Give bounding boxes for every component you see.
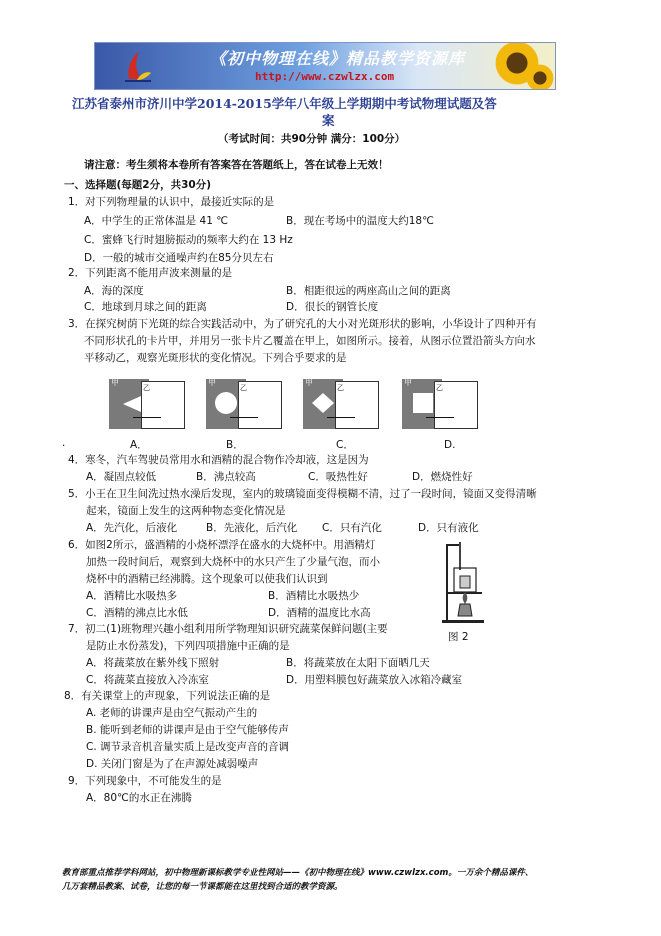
footer-line1: 教育部重点推荐学科网站，初中物理新课标教学专业性网站——《初中物理在线》www.czwlzx.com。一万余个精品课件、	[62, 868, 534, 878]
banner-url[interactable]: http://www.czwlzx.com	[255, 70, 395, 83]
square-hole-icon	[412, 392, 434, 414]
option-2c: C．地球到月球之间的距离	[84, 301, 207, 313]
sunflower-icon	[525, 63, 555, 90]
option-6c: C．酒精的沸点比水低	[86, 607, 188, 619]
option-6d: D．酒精的温度比水高	[268, 607, 371, 619]
banner-title: 《初中物理在线》精品教学资源库	[210, 49, 466, 68]
option-7d: D．用塑料膜包好蔬菜放入冰箱冷藏室	[286, 674, 463, 686]
figure-2-caption: 图 2	[448, 631, 469, 643]
question-4: 4．寒冬，汽车驾驶员常用水和酒精的混合物作冷却液，这是因为	[68, 454, 369, 466]
site-logo-icon	[123, 49, 153, 83]
option-5b: B．先液化，后汽化	[206, 522, 298, 534]
option-1a: A．中学生的正常体温是 41 ℃	[84, 215, 229, 227]
doc-title-line2: 案	[322, 113, 335, 128]
card-jia-mark: 甲	[208, 378, 216, 387]
triangle-hole-icon	[121, 395, 143, 413]
question-6-line1: 6．如图2所示，盛酒精的小烧杯漂浮在盛水的大烧杯中。用酒精灯	[68, 539, 376, 551]
option-2a: A．海的深度	[84, 285, 144, 297]
notice: 请注意：考生须将本卷所有答案答在答题纸上，答在试卷上无效！	[84, 159, 389, 171]
question-7-line1: 7．初二(1)班物理兴趣小组利用所学物理知识研究蔬菜保鲜问题(主要	[68, 623, 388, 635]
card-jia-mark: 甲	[404, 378, 412, 387]
question-3-line1: 3．在探究树荫下光斑的综合实践活动中，为了研究孔的大小对光斑形状的影响，小华设计了四种开有	[68, 318, 537, 330]
card-yi-mark: 乙	[240, 384, 247, 392]
figure-label-d: D.	[444, 439, 456, 451]
question-7-line2: 是防止水份蒸发)，下列四项措施中正确的是	[86, 640, 290, 652]
figure-d	[402, 377, 478, 431]
question-6-line3: 烧杯中的酒精已经沸腾。这个现象可以使我们认识到	[86, 573, 328, 585]
option-4c: C．吸热性好	[308, 471, 368, 483]
diamond-hole-icon	[311, 392, 335, 414]
option-6b: B．酒精比水吸热少	[268, 590, 360, 602]
figure-c	[303, 377, 379, 431]
figure-label-c: C．	[336, 439, 354, 451]
card-jia-mark: 甲	[305, 378, 313, 387]
question-3-line2: 不同形状孔的卡片甲，并用另一张卡片乙覆盖在甲上，如图所示。接着，从图示位置沿箭头方向水	[84, 335, 536, 347]
section-title: 一、选择题(每题2分，共30分)	[64, 179, 212, 191]
footer-line2: 几万套精品教案、试卷，让您的每一节课都能在这里找到合适的教学资源。	[62, 882, 343, 892]
figure-b	[206, 377, 282, 431]
option-1b: B．现在考场中的温度大约18℃	[286, 215, 434, 227]
question-3-line3: 平移动乙，观察光斑形状的变化情况。下列合乎要求的是	[84, 352, 347, 364]
option-4d: D．燃烧性好	[412, 471, 473, 483]
figure-label-a: A．	[130, 439, 148, 451]
doc-title-line1: 江苏省泰州市济川中学2014-2015学年八年级上学期期中考试物理试题及答	[72, 96, 497, 111]
option-2d: D．很长的钢管长度	[286, 301, 379, 313]
stray-dot: .	[62, 437, 66, 449]
option-4a: A．凝固点较低	[86, 471, 157, 483]
option-6a: A．酒精比水吸热多	[86, 590, 178, 602]
option-8a: A. 老师的讲课声是由空气振动产生的	[86, 707, 258, 719]
card-yi-mark: 乙	[143, 384, 150, 392]
option-5d: D．只有液化	[418, 522, 479, 534]
option-7b: B．将蔬菜放在太阳下面晒几天	[286, 657, 430, 669]
question-8: 8．有关课堂上的声现象，下列说法正确的是	[64, 690, 271, 702]
option-5c: C．只有汽化	[322, 522, 382, 534]
question-6-line2: 加热一段时间后，观察到大烧杯中的水只产生了少量气泡，而小	[86, 556, 380, 568]
option-5a: A．先汽化，后液化	[86, 522, 178, 534]
exam-info: （考试时间：共90分钟 满分：100分）	[218, 133, 406, 145]
option-1d: D．一般的城市交通噪声约在85分贝左右	[84, 252, 274, 264]
option-8c: C. 调节录音机音量实质上是改变声音的音调	[86, 741, 290, 753]
heating-apparatus-figure	[440, 540, 492, 624]
question-5-line1: 5．小王在卫生间洗过热水澡后发现，室内的玻璃镜面变得模糊不清，过了一段时间，镜面又变得清晰	[68, 488, 537, 500]
circle-hole-icon	[214, 391, 238, 415]
header-banner	[94, 42, 556, 90]
question-2: 2．下列距离不能用声波来测量的是	[68, 267, 233, 279]
card-jia-mark: 甲	[111, 378, 119, 387]
question-9: 9．下列现象中，不可能发生的是	[68, 775, 222, 787]
option-2b: B．相距很远的两座高山之间的距离	[286, 285, 451, 297]
card-yi-mark: 乙	[337, 384, 344, 392]
figure-label-b: B．	[226, 439, 244, 451]
card-yi-mark: 乙	[436, 384, 443, 392]
figure-a	[109, 377, 185, 431]
option-4b: B．沸点较高	[196, 471, 256, 483]
option-1c: C．蜜蜂飞行时翅膀振动的频率大约在 13 Hz	[84, 234, 293, 246]
option-7a: A．将蔬菜放在紫外线下照射	[86, 657, 220, 669]
question-5-line2: 起来，镜面上发生的这两种物态变化情况是	[86, 505, 286, 517]
option-8b: B. 能听到老师的讲课声是由于空气能够传声	[86, 724, 289, 736]
option-8d: D. 关闭门窗是为了在声源处减弱噪声	[86, 758, 259, 770]
option-7c: C．将蔬菜直接放入冷冻室	[86, 674, 209, 686]
question-1: 1．对下列物理量的认识中，最接近实际的是	[68, 196, 275, 208]
option-9a: A．80℃的水正在沸腾	[86, 792, 192, 804]
